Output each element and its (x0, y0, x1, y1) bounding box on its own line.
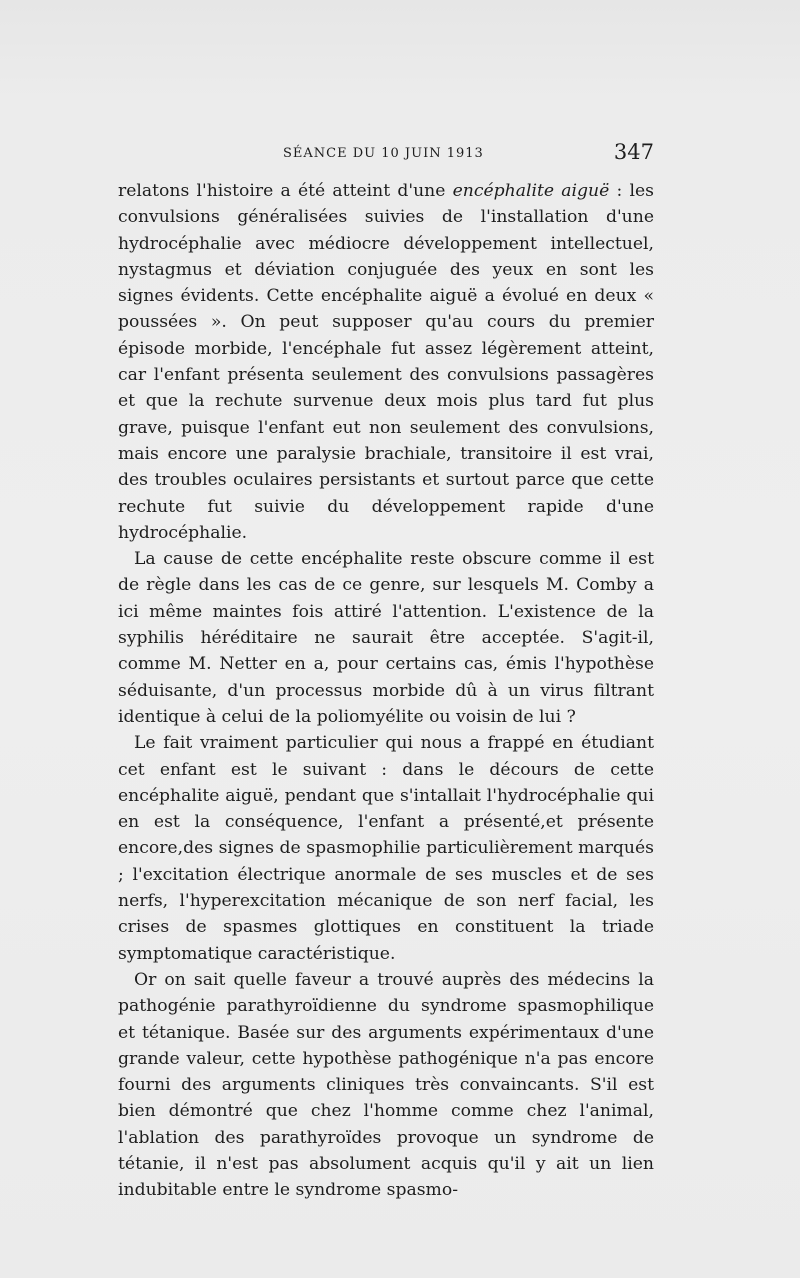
paragraph-1-rest: : les convulsions généralisées suivies de l'installation d'une hydrocéphalie avec médiocre développement intellectuel, nystagmus et déviation conjuguée des yeux en sont les signes évidents. Cette encéphalite aiguë a évolué en deux « poussées ». On peut supposer qu'au cours du premier épisode morbide, l'encéphale fut assez légèrement atteint, car l'enfant présenta seulement des convulsions passagères et que la rechute survenue deux mois plus tard fut plus grave, puisque l'enfant eut non seulement des convulsions, mais encore une paralysie brachiale, transitoire il est vrai, des troubles oculaires persistants et surtout parce que cette rechute fut suivie du développement rapide d'une hydrocéphalie. (118, 181, 654, 543)
running-head: SÉANCE DU 10 JUIN 1913 (283, 146, 484, 161)
paragraph-4: Or on sait quelle faveur a trouvé auprès des médecins la pathogénie parathyroïdienne du syndrome spasmophilique et tétanique. Basée sur des arguments expérimentaux d'une grande valeur, cette hypothèse pathogénique n'a pas encore fourni des arguments cliniques très convaincants. S'il est bien démontré que chez l'homme comme chez l'animal, l'ablation des parathyroïdes provoque un syndrome de tétanie, il n'est pas absolument acquis qu'il y ait un lien indubitable entre le syndrome spasmo- (118, 969, 654, 1201)
paragraph-1 (118, 178, 654, 546)
page-number: 347 (613, 140, 654, 164)
paragraph-1-lead: relatons l'histoire a été atteint d'une (118, 181, 453, 201)
body-text (118, 178, 654, 1204)
paragraph-3: Le fait vraiment particulier qui nous a frappé en étudiant cet enfant est le suivant : dans le décours de cette encéphalite aiguë, pendant que s'intallait l'hydrocéphalie qui en est la conséquence, l'enfant a présenté,et présente encore,des signes de spasmophilie particulièrement marqués ; l'excitation électrique anormale de ses muscles et de ses nerfs, l'hyperexcitation mécanique de son nerf facial, les crises de spasmes glottiques en constituent la triade symptomatique caractéristique. (118, 733, 654, 964)
paragraph-2: La cause de cette encéphalite reste obscure comme il est de règle dans les cas de ce genre, sur lesquels M. Comby a ici même maintes fois attiré l'attention. L'existence de la syphilis héréditaire ne saurait être acceptée. S'agit-il, comme M. Netter en a, pour certains cas, émis l'hypothèse séduisante, d'un processus morbide dû à un virus filtrant identique à celui de la poliomyélite ou voisin de lui ? (118, 549, 654, 727)
emphasis-encephalite: encéphalite aiguë (452, 181, 610, 201)
page-header (118, 140, 654, 166)
